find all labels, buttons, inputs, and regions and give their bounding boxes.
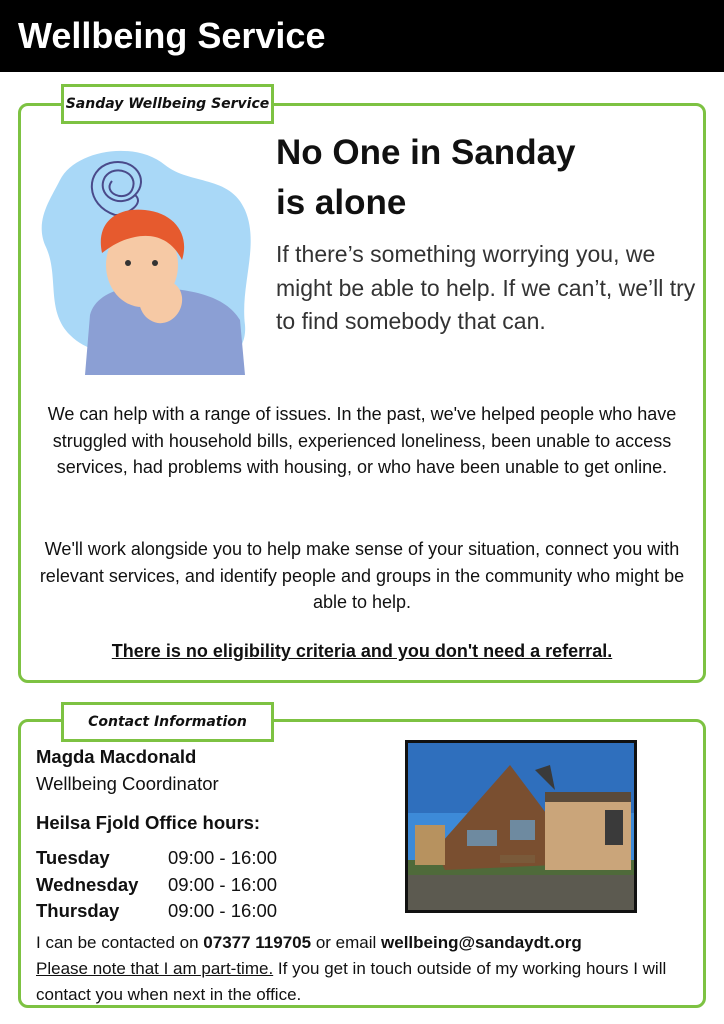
office-hours-table xyxy=(36,845,277,925)
headline: No One in Sanday is alone xyxy=(276,133,576,222)
contact-tab-label: Contact Information xyxy=(61,702,274,742)
paragraph-approach: We'll work alongside you to help make sense of your situation, connect you with relevant services, and identify people and groups in the community who might be able to help. xyxy=(39,539,685,612)
page-header xyxy=(0,0,724,72)
hours-row: Wednesday 09:00 - 16:00 xyxy=(36,873,278,895)
page-title: Wellbeing Service xyxy=(18,15,326,56)
office-building-photo xyxy=(405,740,637,913)
worried-person-illustration xyxy=(40,135,255,375)
eligibility-notice: There is no eligibility criteria and you don't need a referral. xyxy=(111,641,613,661)
email-address[interactable]: wellbeing@sandaydt.org xyxy=(381,933,582,952)
hours-row: Thursday 09:00 - 16:00 xyxy=(36,900,278,922)
part-time-note: Please note that I am part-time. xyxy=(36,959,274,978)
lead-text: If there’s something worrying you, we might be able to help. If we can’t, we’ll try to find somebody that can. xyxy=(276,241,696,334)
contact-details: I can be contacted on 07377 119705 or email wellbeing@sandaydt.org Please note that I am part-time. If you get in touch outside of my working hours I will contact you when next in the office. xyxy=(36,933,667,1004)
service-tab-label: Sanday Wellbeing Service xyxy=(61,84,274,124)
contact-role: Wellbeing Coordinator xyxy=(36,773,219,794)
phone-number[interactable]: 07377 119705 xyxy=(203,933,312,952)
paragraph-issues: We can help with a range of issues. In the past, we've helped people who have struggled with household bills, experienced loneliness, been unable to access services, had problems with housing, or who have been unable to get online. xyxy=(47,404,677,477)
hours-row: Tuesday 09:00 - 16:00 xyxy=(36,847,278,869)
office-hours-title: Heilsa Fjold Office hours: xyxy=(36,812,261,833)
contact-name: Magda Macdonald xyxy=(36,746,197,767)
